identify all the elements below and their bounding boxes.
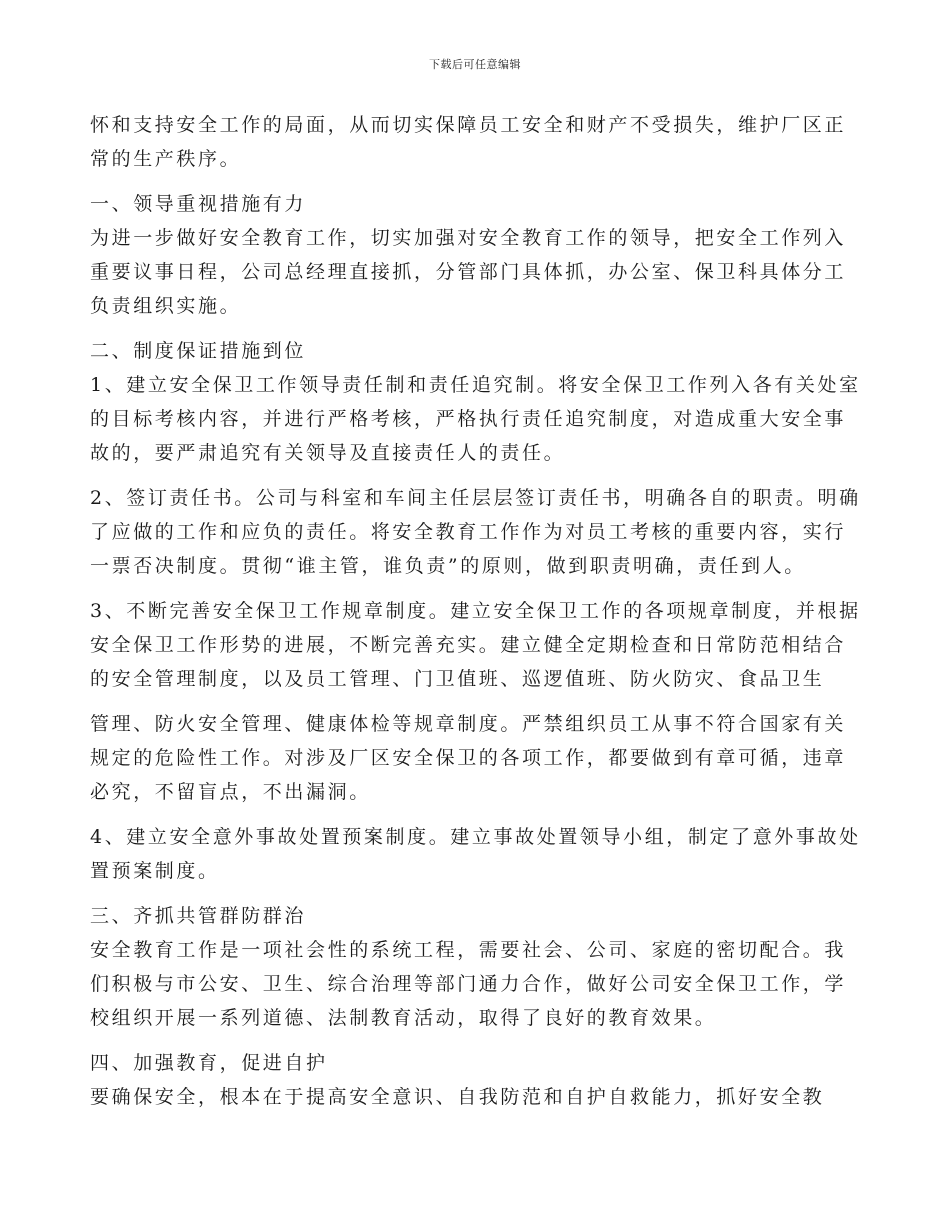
text-line: 要确保安全，根本在于提高安全意识、自我防范和自护自救能力，抓好安全教 xyxy=(90,1086,825,1108)
text-line: 2、签订责任书。公司与科室和车间主任层层签订责任书，明确各自的职责。明确 xyxy=(90,487,861,509)
paragraph-item-2 xyxy=(90,481,860,583)
paragraph-intro-continuation xyxy=(90,108,860,176)
text-line: 4、建立安全意外事故处置预案制度。建立事故处置领导小组，制定了意外事故处 xyxy=(90,826,861,848)
text-line: 怀和支持安全工作的局面，从而切实保障员工安全和财产不受损失，维护厂区正 xyxy=(90,114,847,136)
text-line: 的安全管理制度，以及员工管理、门卫值班、巡逻值班、防火防灾、食品卫生 xyxy=(90,668,825,690)
text-line: 规定的危险性工作。对涉及厂区安全保卫的各项工作，都要做到有章可循，违章 xyxy=(90,747,847,769)
text-line: 负责组织实施。 xyxy=(90,295,242,317)
text-line: 3、不断完善安全保卫工作规章制度。建立安全保卫工作的各项规章制度，并根据 xyxy=(90,600,861,622)
section-heading-4: 四、加强教育，促进自护 xyxy=(90,1052,328,1074)
paragraph-item-1 xyxy=(90,368,860,470)
paragraph-item-3 xyxy=(90,594,860,696)
section-heading-1: 一、领导重视措施有力 xyxy=(90,193,307,215)
text-line: 1、建立安全保卫工作领导责任制和责任追究制。将安全保卫工作列入各有关处室 xyxy=(90,374,861,396)
text-line: 必究，不留盲点，不出漏洞。 xyxy=(90,781,371,803)
text-line: 一票否决制度。贯彻“谁主管，谁负责”的原则，做到职责明确，责任到人。 xyxy=(90,555,806,577)
text-line: 为进一步做好安全教育工作，切实加强对安全教育工作的领导，把安全工作列入 xyxy=(90,227,847,249)
text-line: 置预案制度。 xyxy=(90,860,220,882)
paragraph-item-3-continued xyxy=(90,707,860,809)
text-line: 重要议事日程，公司总经理直接抓，分管部门具体抓，办公室、保卫科具体分工 xyxy=(90,261,847,283)
text-line: 校组织开展一系列道德、法制教育活动，取得了良好的教育效果。 xyxy=(90,1007,717,1029)
text-line: 了应做的工作和应负的责任。将安全教育工作作为对员工考核的重要内容，实行 xyxy=(90,521,847,543)
page-header: 下载后可任意编辑 xyxy=(429,58,521,71)
paragraph-leadership xyxy=(90,221,860,323)
text-line: 们积极与市公安、卫生、综合治理等部门通力合作，做好公司安全保卫工作，学 xyxy=(90,973,847,995)
paragraph-item-4 xyxy=(90,820,860,888)
paragraph-cooperation xyxy=(90,933,860,1035)
paragraph-education xyxy=(90,1080,860,1114)
text-line: 安全教育工作是一项社会性的系统工程，需要社会、公司、家庭的密切配合。我 xyxy=(90,939,847,961)
text-line: 管理、防火安全管理、健康体检等规章制度。严禁组织员工从事不符合国家有关 xyxy=(90,713,847,735)
document-body xyxy=(90,108,860,1125)
text-line: 的目标考核内容，并进行严格考核，严格执行责任追究制度，对造成重大安全事 xyxy=(90,408,847,430)
text-line: 安全保卫工作形势的进展，不断完善充实。建立健全定期检查和日常防范相结合 xyxy=(90,634,847,656)
section-heading-3: 三、齐抓共管群防群治 xyxy=(90,905,307,927)
section-heading-2: 二、制度保证措施到位 xyxy=(90,340,307,362)
text-line: 常的生产秩序。 xyxy=(90,148,242,170)
text-line: 故的，要严肃追究有关领导及直接责任人的责任。 xyxy=(90,442,566,464)
